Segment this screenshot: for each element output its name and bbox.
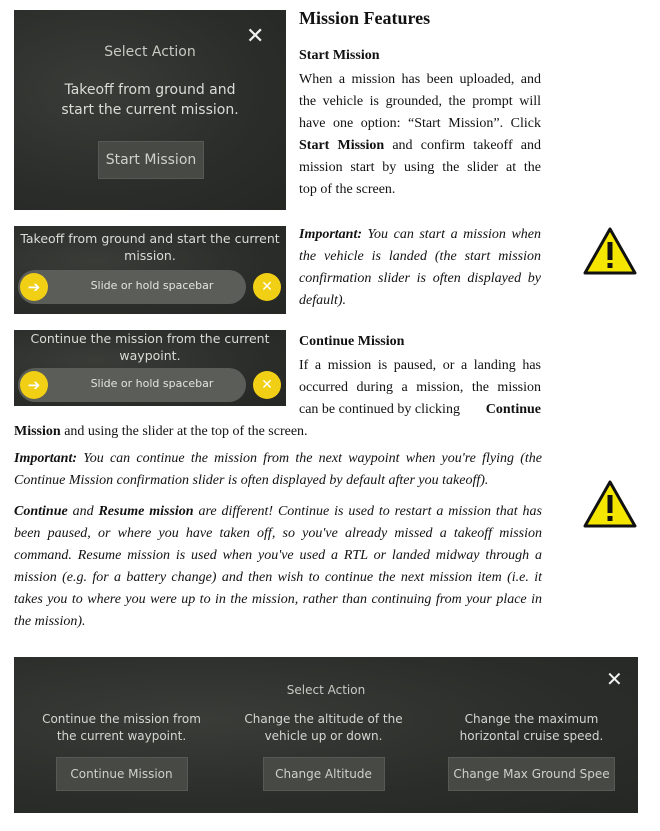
- text-line: mission (e.g. for a battery change) and then wish to continue the next mission item (i.e. it: [14, 570, 542, 585]
- description-line: Takeoff from ground and: [64, 82, 236, 98]
- text-line: occurred during a mission, the mission: [299, 380, 541, 395]
- important-note-continue: [14, 448, 542, 492]
- change-altitude-button[interactable]: Change Altitude: [263, 757, 385, 791]
- start-mission-text: [299, 69, 541, 201]
- select-action-panel: [14, 10, 286, 210]
- continue-mission-text: [299, 355, 541, 421]
- text-fragment: and: [67, 504, 99, 519]
- text-line: the mission).: [14, 614, 86, 629]
- option-description: Continue the mission from: [42, 712, 201, 726]
- continue-slider-panel: [14, 330, 286, 406]
- action-option-speed: [444, 711, 619, 791]
- panel-title: Select Action: [104, 44, 196, 60]
- continue-mission-heading: Continue Mission: [299, 334, 405, 349]
- bold-term: Resume mission: [98, 504, 194, 519]
- panel-title: Select Action: [286, 683, 366, 697]
- action-option-continue: [34, 711, 209, 791]
- text-line: [299, 224, 541, 246]
- bold-term: Mission: [14, 424, 61, 439]
- prompt-line: waypoint.: [119, 348, 181, 363]
- text-line: [14, 448, 542, 470]
- cancel-slider-close-icon[interactable]: ✕: [253, 371, 281, 399]
- warning-icon: [583, 226, 637, 276]
- text-line: [14, 501, 542, 523]
- option-description: vehicle up or down.: [264, 729, 383, 743]
- text-line: been paused, or where you have taken off, so you've already missed a takeoff mission: [14, 526, 542, 541]
- option-description: horizontal cruise speed.: [459, 729, 604, 743]
- slider-knob-arrow-right-icon[interactable]: ➔: [20, 371, 48, 399]
- prompt-line: Continue the mission from the current: [30, 331, 270, 346]
- bold-term: Continue: [485, 402, 541, 417]
- option-description: Change the altitude of the: [244, 712, 403, 726]
- text-fragment: are different! Continue is used to restart a mission that has: [193, 504, 543, 519]
- continue-mission-button[interactable]: Continue Mission: [56, 757, 188, 791]
- continue-mission-wrap: [14, 421, 544, 443]
- important-label: Important:: [299, 227, 363, 242]
- text-line: [299, 399, 541, 421]
- prompt-line: Takeoff from ground and start the current: [20, 231, 280, 246]
- action-option-altitude: [236, 711, 411, 791]
- text-line: have one option: “Start Mission”. Click: [299, 116, 541, 131]
- important-label: Important:: [14, 451, 78, 466]
- slider-label: Slide or hold spacebar: [90, 377, 214, 390]
- bottom-select-action-panel: [14, 657, 638, 813]
- option-description: the current waypoint.: [56, 729, 187, 743]
- text-line: If a mission is paused, or a landing has: [299, 358, 541, 373]
- text-fragment: and using the slider at the top of the screen.: [60, 424, 308, 439]
- confirm-slider[interactable]: [18, 368, 246, 402]
- change-max-speed-button[interactable]: Change Max Ground Spee: [448, 757, 615, 791]
- slider-prompt: [14, 330, 286, 364]
- text-line: takes you to where you were up to in the mission, rather than continuing from your place in: [14, 592, 542, 607]
- description-line: start the current mission.: [61, 102, 239, 118]
- takeoff-slider-panel: [14, 226, 286, 314]
- slider-knob-arrow-right-icon[interactable]: ➔: [20, 273, 48, 301]
- text-line: mission start by using the slider at the: [299, 160, 541, 175]
- text-line: the vehicle is grounded, the prompt will: [299, 94, 541, 109]
- prompt-line: mission.: [124, 248, 176, 263]
- text-fragment: You can continue the mission from the next waypoint when you're flying (the: [77, 451, 542, 466]
- panel-description: [14, 80, 286, 120]
- cancel-slider-close-icon[interactable]: ✕: [253, 273, 281, 301]
- text-fragment: You can start a mission when: [362, 227, 541, 242]
- close-icon[interactable]: ✕: [246, 24, 265, 49]
- close-icon[interactable]: ✕: [606, 667, 623, 691]
- text-line: command. Resume mission is used when you've used a RTL or landed midway through a: [14, 548, 542, 563]
- slider-prompt: [14, 230, 286, 264]
- page-title: Mission Features: [299, 8, 431, 28]
- text-fragment: can be continued by clicking: [299, 402, 460, 417]
- text-line: confirmation slider is often displayed by: [299, 271, 541, 286]
- important-note-start: [299, 224, 541, 312]
- bold-term: Start Mission: [299, 138, 385, 153]
- bold-term: Continue: [14, 504, 68, 519]
- continue-vs-resume-note: [14, 501, 542, 633]
- text-line: default).: [299, 293, 347, 308]
- start-mission-heading: Start Mission: [299, 48, 380, 63]
- text-line: the vehicle is landed (the start mission: [299, 249, 541, 264]
- text-line: Continue Mission confirmation slider is often displayed by default after you takeoff).: [14, 473, 489, 488]
- slider-label: Slide or hold spacebar: [90, 279, 214, 292]
- confirm-slider[interactable]: [18, 270, 246, 304]
- start-mission-button[interactable]: Start Mission: [98, 141, 204, 179]
- option-description: Change the maximum: [464, 712, 599, 726]
- text-fragment: and confirm takeoff and: [384, 138, 541, 153]
- warning-icon: [583, 479, 637, 529]
- text-line: [299, 135, 541, 157]
- text-line: top of the screen.: [299, 182, 396, 197]
- text-line: When a mission has been uploaded, and: [299, 72, 541, 87]
